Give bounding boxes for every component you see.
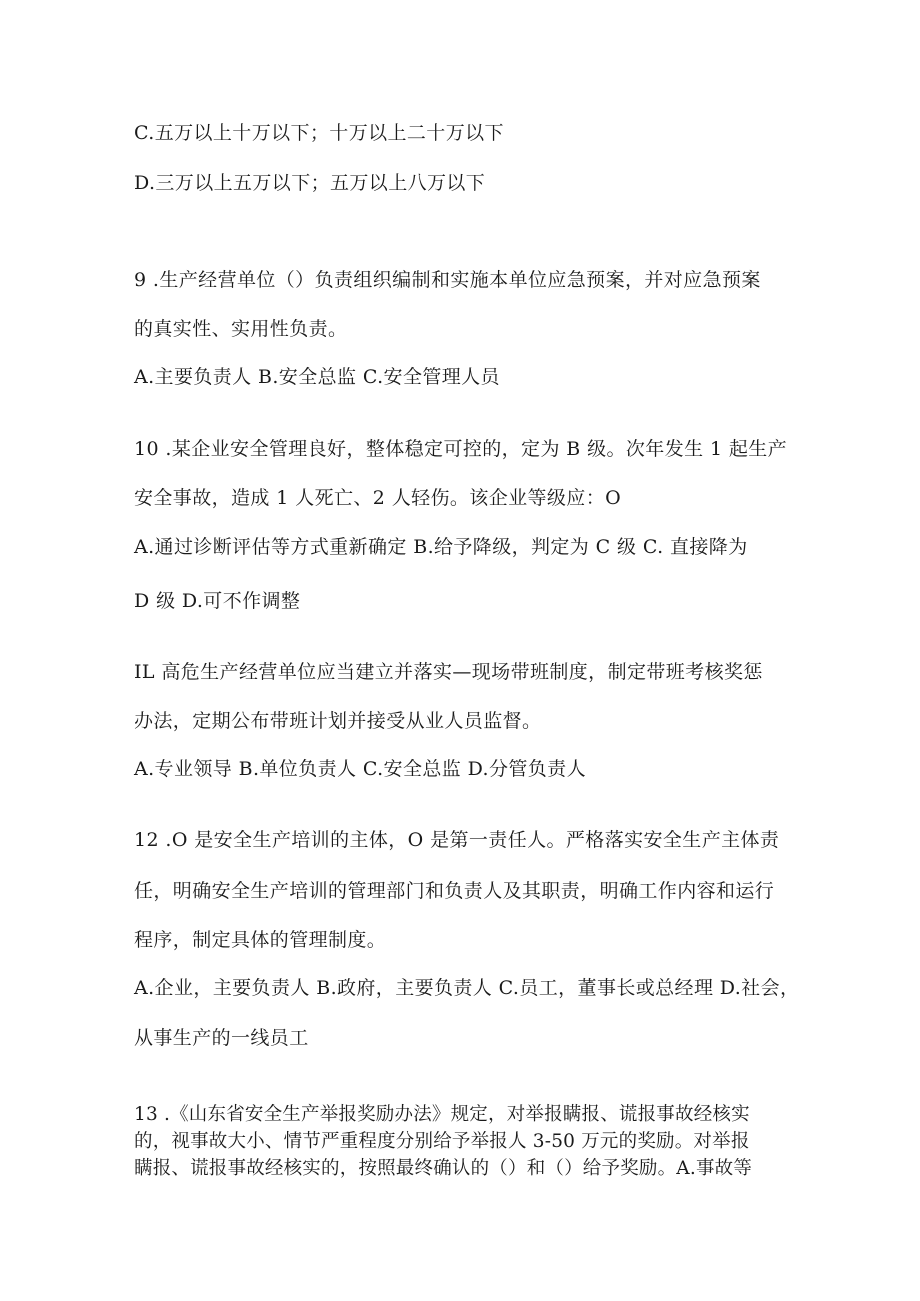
question-10-options: A.通过诊断评估等方式重新确定 B.给予降级，判定为 C 级 C. 直接降为 <box>134 536 748 558</box>
question-12-line: 程序，制定具体的管理制度。 <box>134 929 387 951</box>
question-10-line: 安全事故，造成 1 人死亡、2 人轻伤。该企业等级应：O <box>134 487 622 509</box>
question-9-options: A.主要负责人 B.安全总监 C.安全管理人员 <box>134 366 500 388</box>
question-13-line: 13 .《山东省安全生产举报奖励办法》规定，对举报瞒报、谎报事故经核实 <box>134 1104 750 1125</box>
option-line: D.三万以上五万以下；五万以上八万以下 <box>134 172 486 194</box>
question-11-line: 办法，定期公布带班计划并接受从业人员监督。 <box>134 710 542 732</box>
question-12-options: A.企业，主要负责人 B.政府，主要负责人 C.员工，董事长或总经理 D.社会， <box>134 977 800 999</box>
question-12-options: 从事生产的一线员工 <box>134 1027 309 1049</box>
question-13-line: 的，视事故大小、情节严重程度分别给予举报人 3-50 万元的奖励。对举报 <box>134 1131 750 1152</box>
question-12-line: 任，明确安全生产培训的管理部门和负责人及其职责，明确工作内容和运行 <box>134 880 775 902</box>
option-line: C.五万以上十万以下；十万以上二十万以下 <box>134 122 504 144</box>
question-12-line: 12 .O 是安全生产培训的主体，O 是第一责任人。严格落实安全生产主体责 <box>134 829 780 851</box>
question-11-options: A.专业领导 B.单位负责人 C.安全总监 D.分管负责人 <box>134 758 586 780</box>
question-9-line: 9 .生产经营单位（）负责组织编制和实施本单位应急预案，并对应急预案 <box>134 269 761 291</box>
question-9-line: 的真实性、实用性负责。 <box>134 318 348 340</box>
question-10-options: D 级 D.可不作调整 <box>134 590 301 612</box>
question-11-line: IL 高危生产经营单位应当建立并落实—现场带班制度，制定带班考核奖惩 <box>134 661 763 683</box>
question-10-line: 10 .某企业安全管理良好，整体稳定可控的，定为 B 级。次年发生 1 起生产 <box>134 438 788 460</box>
question-13-line: 瞒报、谎报事故经核实的，按照最终确认的（）和（）给予奖励。A.事故等 <box>134 1158 753 1179</box>
